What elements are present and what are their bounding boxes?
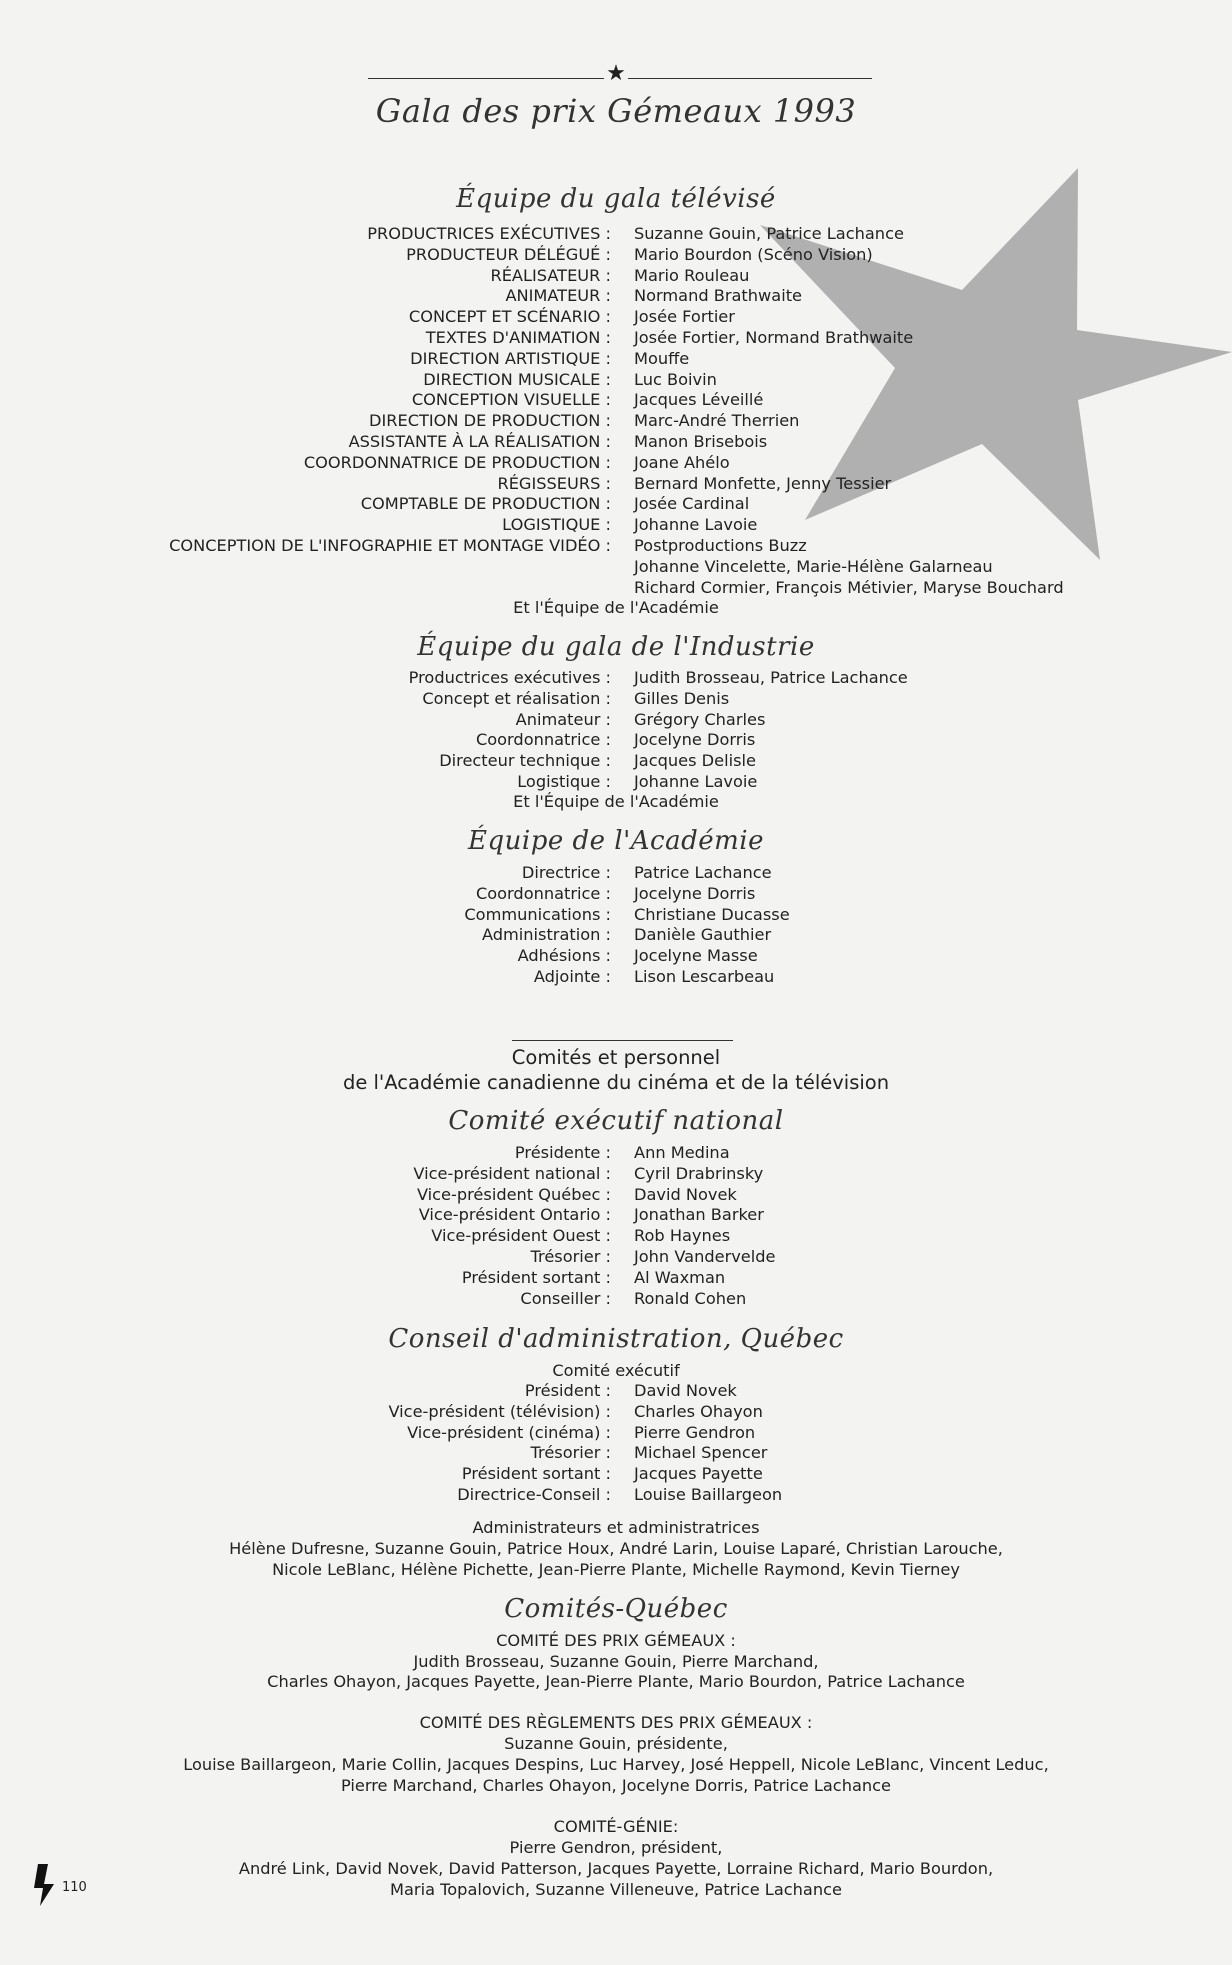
credit-row bbox=[0, 1268, 1232, 1289]
credit-role: LOGISTIQUE : bbox=[502, 515, 611, 535]
credit-role: Trésorier : bbox=[530, 1443, 611, 1463]
credit-row bbox=[0, 286, 1232, 307]
comites-title-line1: Comités et personnel bbox=[511, 1046, 721, 1069]
credit-role: Productrices exécutives : bbox=[408, 668, 611, 687]
comites-title-line2: de l'Académie canadienne du cinéma et de la télévision bbox=[342, 1071, 890, 1094]
credit-names: Rob Haynes bbox=[634, 1226, 731, 1246]
credit-names: John Vandervelde bbox=[634, 1246, 776, 1266]
credit-role: PRODUCTRICES EXÉCUTIVES : bbox=[367, 224, 611, 243]
section-heading-equipe-academie: Équipe de l'Académie bbox=[468, 826, 764, 856]
section-heading-gala-industrie: Équipe du gala de l'Industrie bbox=[417, 632, 815, 662]
credit-names: Jocelyne Dorris bbox=[634, 730, 756, 750]
credit-row bbox=[0, 689, 1232, 710]
credit-names: Louise Baillargeon bbox=[634, 1484, 783, 1504]
credit-names: Bernard Monfette, Jenny Tessier bbox=[634, 473, 892, 493]
credit-row bbox=[0, 578, 1232, 599]
credit-row bbox=[0, 349, 1232, 370]
credit-names: Jacques Delisle bbox=[634, 751, 756, 771]
credit-role: Conseiller : bbox=[520, 1288, 611, 1308]
credit-row bbox=[0, 1185, 1232, 1206]
credit-role: RÉGISSEURS : bbox=[497, 473, 611, 493]
credit-names: Al Waxman bbox=[634, 1267, 726, 1287]
page-marker-icon bbox=[30, 1862, 58, 1908]
credit-role: Vice-président (télévision) : bbox=[388, 1401, 611, 1421]
page-title: Gala des prix Gémeaux 1993 bbox=[375, 92, 857, 130]
credits-gala-televise bbox=[0, 224, 1232, 598]
credit-row bbox=[0, 1381, 1232, 1402]
credits-conseil-quebec bbox=[0, 1381, 1232, 1506]
credit-role: Président sortant : bbox=[461, 1267, 611, 1287]
credit-names: Manon Brisebois bbox=[634, 431, 768, 451]
credit-row bbox=[0, 905, 1232, 926]
reglements-committee-line2: Louise Baillargeon, Marie Collin, Jacques Despins, Luc Harvey, José Heppell, Nicole LeBlanc, Vincent Leduc, bbox=[183, 1755, 1049, 1774]
section-heading-conseil-quebec: Conseil d'administration, Québec bbox=[388, 1324, 844, 1354]
credit-names: Ronald Cohen bbox=[634, 1288, 747, 1308]
credit-row bbox=[0, 390, 1232, 411]
credit-row bbox=[0, 1226, 1232, 1247]
credit-role: Directrice : bbox=[521, 863, 611, 882]
credit-role: Animateur : bbox=[515, 709, 611, 729]
credit-row bbox=[0, 710, 1232, 731]
gemeaux-committee-line2: Charles Ohayon, Jacques Payette, Jean-Pierre Plante, Mario Bourdon, Patrice Lachance bbox=[267, 1672, 965, 1691]
credit-role: PRODUCTEUR DÉLÉGUÉ : bbox=[406, 244, 611, 264]
genie-committee-line1: Pierre Gendron, président, bbox=[509, 1838, 723, 1857]
credit-names: Jacques Payette bbox=[634, 1464, 763, 1484]
credit-row bbox=[0, 266, 1232, 287]
genie-committee-line2: André Link, David Novek, David Patterson, Jacques Payette, Lorraine Richard, Mario Bourdon, bbox=[238, 1859, 994, 1878]
credit-names: Josée Fortier, Normand Brathwaite bbox=[634, 327, 914, 347]
credit-row bbox=[0, 474, 1232, 495]
credit-role: RÉALISATEUR : bbox=[490, 265, 611, 285]
credit-role: DIRECTION DE PRODUCTION : bbox=[369, 411, 611, 431]
credit-row bbox=[0, 328, 1232, 349]
gemeaux-committee-line1: Judith Brosseau, Suzanne Gouin, Pierre Marchand, bbox=[413, 1652, 819, 1671]
credit-names: Jacques Léveillé bbox=[634, 390, 764, 410]
credit-row bbox=[0, 515, 1232, 536]
credit-names: Johanne Vincelette, Marie-Hélène Galarneau bbox=[634, 556, 993, 576]
credit-role: Président : bbox=[524, 1381, 611, 1400]
credit-names: David Novek bbox=[634, 1381, 737, 1400]
credit-role: Vice-président national : bbox=[413, 1163, 611, 1183]
credit-names: Grégory Charles bbox=[634, 709, 766, 729]
credit-role: Adhésions : bbox=[517, 946, 611, 966]
credit-names: Charles Ohayon bbox=[634, 1401, 763, 1421]
credit-row bbox=[0, 772, 1232, 793]
credit-names: Gilles Denis bbox=[634, 688, 730, 708]
credit-names: Johanne Lavoie bbox=[634, 515, 758, 535]
credit-role: CONCEPTION VISUELLE : bbox=[411, 390, 611, 410]
gala-televise-footer: Et l'Équipe de l'Académie bbox=[513, 598, 719, 617]
credit-role: Coordonnatrice : bbox=[475, 730, 611, 750]
credit-names: Mouffe bbox=[634, 348, 690, 368]
genie-committee-line3: Maria Topalovich, Suzanne Villeneuve, Patrice Lachance bbox=[390, 1880, 842, 1899]
credit-role: ANIMATEUR : bbox=[505, 286, 611, 306]
credit-names: Marc-André Therrien bbox=[634, 411, 800, 431]
gala-industrie-footer: Et l'Équipe de l'Académie bbox=[513, 792, 719, 811]
credit-row bbox=[0, 1423, 1232, 1444]
header-rule-left bbox=[368, 78, 604, 79]
credit-role: Directrice-Conseil : bbox=[457, 1484, 611, 1504]
credit-names: Patrice Lachance bbox=[634, 863, 772, 882]
credit-role: DIRECTION ARTISTIQUE : bbox=[410, 348, 611, 368]
credit-role: Administration : bbox=[481, 925, 611, 945]
credit-row bbox=[0, 307, 1232, 328]
conseil-subheading: Comité exécutif bbox=[552, 1361, 680, 1380]
credit-row bbox=[0, 967, 1232, 988]
credit-row bbox=[0, 494, 1232, 515]
admins-line1: Hélène Dufresne, Suzanne Gouin, Patrice Houx, André Larin, Louise Laparé, Christian Larouche, bbox=[229, 1539, 1003, 1558]
page-number: 110 bbox=[62, 1880, 87, 1895]
credit-row bbox=[0, 1143, 1232, 1164]
credit-row bbox=[0, 668, 1232, 689]
credit-role: Présidente : bbox=[514, 1143, 611, 1162]
credit-role: Coordonnatrice : bbox=[475, 883, 611, 903]
section-heading-comites-quebec: Comités-Québec bbox=[504, 1594, 728, 1624]
admins-line2: Nicole LeBlanc, Hélène Pichette, Jean-Pierre Plante, Michelle Raymond, Kevin Tierney bbox=[272, 1560, 960, 1579]
credit-names: Christiane Ducasse bbox=[634, 904, 790, 924]
reglements-committee-line3: Pierre Marchand, Charles Ohayon, Jocelyne Dorris, Patrice Lachance bbox=[340, 1776, 892, 1795]
credit-role: DIRECTION MUSICALE : bbox=[423, 369, 611, 389]
credit-row bbox=[0, 730, 1232, 751]
credit-row bbox=[0, 751, 1232, 772]
header-rule-right bbox=[628, 78, 872, 79]
credit-names: Josée Cardinal bbox=[634, 494, 750, 514]
credit-names: Suzanne Gouin, Patrice Lachance bbox=[634, 224, 904, 243]
comites-rule bbox=[512, 1040, 733, 1041]
credit-row bbox=[0, 432, 1232, 453]
credit-row bbox=[0, 1402, 1232, 1423]
credit-names: Josée Fortier bbox=[634, 307, 735, 327]
credit-names: Judith Brosseau, Patrice Lachance bbox=[634, 668, 908, 687]
credit-role: ASSISTANTE À LA RÉALISATION : bbox=[348, 431, 611, 451]
credit-names: Richard Cormier, François Métivier, Maryse Bouchard bbox=[634, 577, 1064, 597]
admins-title: Administrateurs et administratrices bbox=[472, 1518, 760, 1537]
section-heading-gala-televise: Équipe du gala télévisé bbox=[456, 184, 776, 214]
credit-names: Pierre Gendron bbox=[634, 1422, 756, 1442]
credit-row bbox=[0, 453, 1232, 474]
credit-names: Lison Lescarbeau bbox=[634, 966, 775, 986]
credit-role: CONCEPT ET SCÉNARIO : bbox=[408, 307, 611, 327]
credits-equipe-academie bbox=[0, 863, 1232, 988]
credit-row bbox=[0, 884, 1232, 905]
credit-row bbox=[0, 1289, 1232, 1310]
credit-role: Adjointe : bbox=[533, 966, 611, 986]
credit-row bbox=[0, 245, 1232, 266]
credit-role: Vice-président (cinéma) : bbox=[407, 1422, 611, 1442]
credit-role: Directeur technique : bbox=[439, 751, 611, 771]
credit-names: Mario Bourdon (Scéno Vision) bbox=[634, 244, 873, 264]
credit-names: Mario Rouleau bbox=[634, 265, 750, 285]
credit-row bbox=[0, 1464, 1232, 1485]
credit-names: Jonathan Barker bbox=[634, 1205, 764, 1225]
section-heading-comite-executif: Comité exécutif national bbox=[448, 1106, 784, 1136]
credit-row bbox=[0, 1205, 1232, 1226]
credit-row bbox=[0, 1247, 1232, 1268]
gemeaux-committee-title: COMITÉ DES PRIX GÉMEAUX : bbox=[496, 1631, 736, 1650]
reglements-committee-title: COMITÉ DES RÈGLEMENTS DES PRIX GÉMEAUX : bbox=[419, 1713, 813, 1732]
credit-names: Jocelyne Masse bbox=[634, 946, 758, 966]
credits-gala-industrie bbox=[0, 668, 1232, 793]
credit-names: Normand Brathwaite bbox=[634, 286, 803, 306]
credit-row bbox=[0, 224, 1232, 245]
credit-role: TEXTES D'ANIMATION : bbox=[425, 327, 611, 347]
credit-row bbox=[0, 1164, 1232, 1185]
credit-role: Logistique : bbox=[517, 771, 611, 791]
credit-row bbox=[0, 370, 1232, 391]
credit-row bbox=[0, 946, 1232, 967]
credit-row bbox=[0, 1485, 1232, 1506]
credit-names: David Novek bbox=[634, 1184, 737, 1204]
credit-row bbox=[0, 536, 1232, 557]
credit-row bbox=[0, 557, 1232, 578]
reglements-committee-line1: Suzanne Gouin, présidente, bbox=[504, 1734, 728, 1753]
header-star-icon: ★ bbox=[606, 61, 626, 86]
credit-names: Ann Medina bbox=[634, 1143, 730, 1162]
credit-names: Danièle Gauthier bbox=[634, 925, 772, 945]
credit-role: Vice-président Québec : bbox=[416, 1184, 611, 1204]
credit-names: Johanne Lavoie bbox=[634, 771, 758, 791]
credit-role: Président sortant : bbox=[461, 1464, 611, 1484]
credit-role: CONCEPTION DE L'INFOGRAPHIE ET MONTAGE VIDÉO : bbox=[169, 535, 611, 555]
credit-role: Trésorier : bbox=[530, 1246, 611, 1266]
credit-role: Concept et réalisation : bbox=[422, 688, 611, 708]
credit-role: Communications : bbox=[464, 904, 611, 924]
credit-role: COORDONNATRICE DE PRODUCTION : bbox=[303, 452, 611, 472]
credit-names: Cyril Drabrinsky bbox=[634, 1163, 764, 1183]
credit-names: Luc Boivin bbox=[634, 369, 717, 389]
credit-role: Vice-président Ouest : bbox=[431, 1226, 611, 1246]
credit-names: Postproductions Buzz bbox=[634, 535, 807, 555]
credit-role: Vice-président Ontario : bbox=[418, 1205, 611, 1225]
genie-committee-title: COMITÉ-GÉNIE: bbox=[553, 1817, 679, 1836]
credit-names: Michael Spencer bbox=[634, 1443, 768, 1463]
credit-row bbox=[0, 1443, 1232, 1464]
credit-role: COMPTABLE DE PRODUCTION : bbox=[360, 494, 611, 514]
credit-names: Jocelyne Dorris bbox=[634, 883, 756, 903]
credit-row bbox=[0, 925, 1232, 946]
credits-comite-executif bbox=[0, 1143, 1232, 1309]
credit-row bbox=[0, 411, 1232, 432]
credit-row bbox=[0, 863, 1232, 884]
credit-names: Joane Ahélo bbox=[634, 452, 730, 472]
